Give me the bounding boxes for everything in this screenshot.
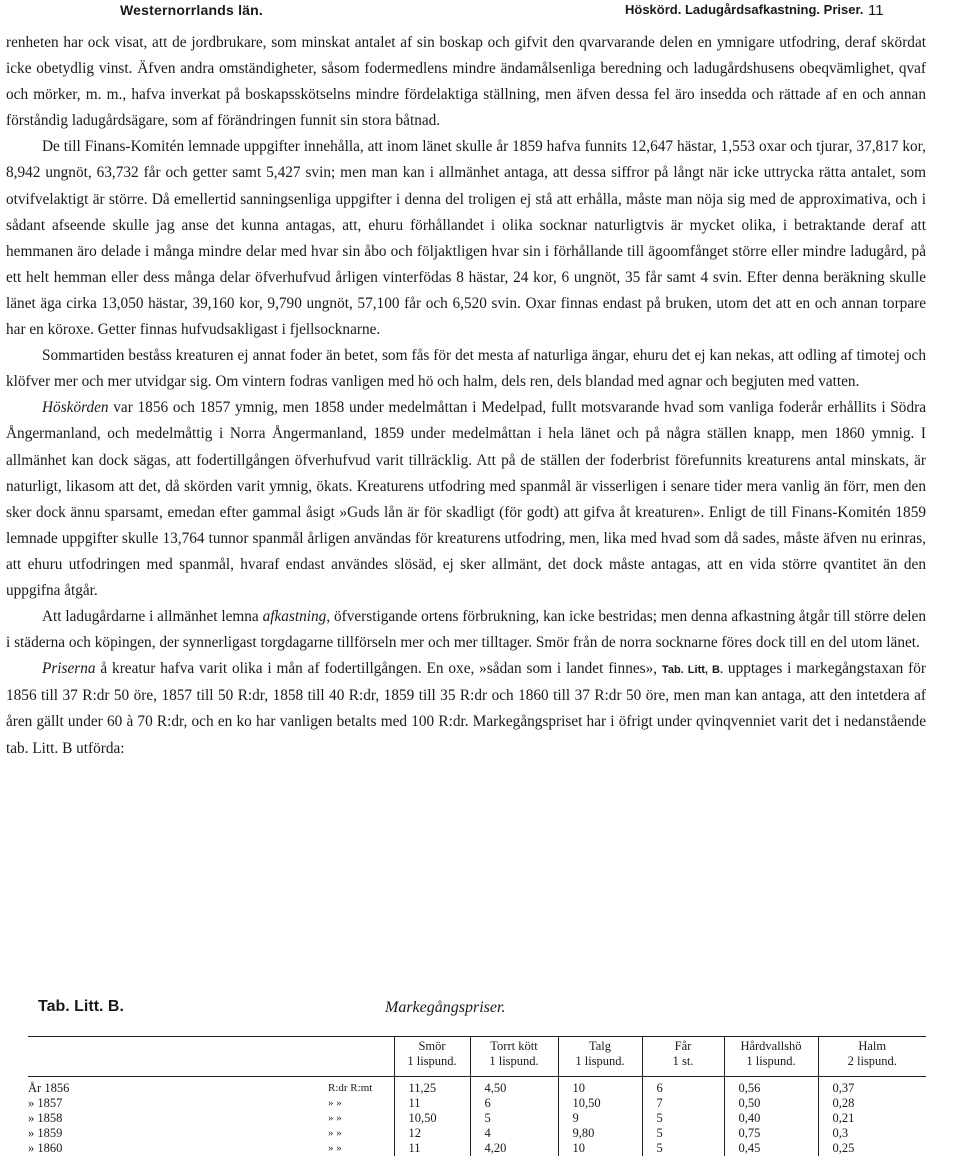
price-cell: 7 (642, 1096, 724, 1111)
paragraph (6, 343, 926, 395)
price-cell: 0,21 (818, 1111, 926, 1126)
price-cell: 0,56 (724, 1081, 818, 1096)
text-run: renheten har ock visat, att de jordbrukare, som minskat antalet af sin boskap och gifvit den qvarvarande delen en ymnigare utfodring, deraf skördat icke obetydlig vinst. Äfven andra omständigheter, såsom fodermedlens mindre ändamålsenliga beredning och ladugårdshusens obeqvämlighet, qvaf och mörker, m. m., hafva inverkat på boskapsskötselns mindre fördelaktiga ställning, men äfven dessa fel äro insedda och rättade af en och annan förståndig ladugårdsägare, som af förändringen funnit sin stora båtnad. (6, 34, 926, 130)
currency-unit-cell: » » (328, 1112, 342, 1124)
margin-reference: Tab. Litt, B. (661, 664, 724, 677)
price-cell: 10 (558, 1081, 642, 1096)
table-header-row (28, 1037, 926, 1077)
body-text (6, 30, 926, 762)
price-cell: 5 (642, 1111, 724, 1126)
text-run: å kreatur hafva varit olika i mån af fodertillgången. En oxe, »sådan som i landet finnes», (95, 660, 662, 678)
table-row (28, 1111, 926, 1126)
price-cell: 6 (470, 1096, 558, 1111)
price-cell: 5 (642, 1141, 724, 1156)
price-cell: 4,50 (470, 1081, 558, 1096)
price-cell: 0,45 (724, 1141, 818, 1156)
price-cell: 0,3 (818, 1126, 926, 1141)
column-header-talg: Talg 1 lispund. (558, 1037, 642, 1077)
paragraph (6, 395, 926, 604)
table-row (28, 1141, 926, 1156)
unit-column-header (328, 1037, 394, 1077)
column-header-halm: Halm 2 lispund. (818, 1037, 926, 1077)
italic-term: Priserna (42, 660, 96, 678)
paragraph (6, 134, 926, 343)
column-header-torrt-kott: Torrt kött 1 lispund. (470, 1037, 558, 1077)
price-cell: 4 (470, 1126, 558, 1141)
price-cell: 0,28 (818, 1096, 926, 1111)
italic-term: Höskörden (42, 399, 109, 417)
currency-unit-cell: R:dr R:mt (328, 1082, 373, 1094)
price-cell: 0,40 (724, 1111, 818, 1126)
column-header-hardvallsho: Hårdvallshö 1 lispund. (724, 1037, 818, 1077)
italic-term: afkastning (262, 608, 327, 626)
price-table (28, 1036, 926, 1156)
currency-unit-cell: » » (328, 1142, 342, 1154)
paragraph (6, 30, 926, 134)
currency-unit-cell: » » (328, 1127, 342, 1139)
price-cell: 10 (558, 1141, 642, 1156)
text-run: Sommartiden beståss kreaturen ej annat foder än betet, som fås för det mesta af naturliga ängar, ehuru det ej kan nekas, att odling af timotej och klöfver mer och mer utvidgar sig. Om vintern fodras vanligen med hö och halm, dels ren, dels blandad med agnar och begjuten med vatten. (6, 347, 926, 391)
header-region: Westernorrlands län. (120, 2, 264, 18)
currency-unit-cell: » » (328, 1097, 342, 1109)
table-row (28, 1081, 926, 1096)
price-cell: 4,20 (470, 1141, 558, 1156)
table-heading (38, 998, 918, 1022)
price-cell: 0,75 (724, 1126, 818, 1141)
paragraph (6, 656, 926, 761)
price-cell: 6 (642, 1081, 724, 1096)
year-cell: » 1859 (28, 1126, 63, 1140)
price-cell: 0,25 (818, 1141, 926, 1156)
text-run: Att ladugårdarne i allmänhet lemna (42, 608, 263, 626)
text-run: De till Finans-Komitén lemnade uppgifter innehålla, att inom länet skulle år 1859 hafva funnits 12,647 hästar, 1,553 oxar och tjurar, 37,817 kor, 8,942 ungnöt, 63,732 får och getter samt 5,427 svin; men man kan i allmänhet antaga, att dessa siffror på långt när icke uttrycka rätta antalet, som otvifvelaktigt är större. Då emellertid sanningsenliga uppgifter i denna del troligen ej stå att erhålla, måste man nöja sig med de approximativa, och i sådant afseende skulle jag anse det kunna antagas, att, ehuru förhållandet i olika socknar naturligtvis är mycket olika, i betraktande deraf att hemmanen äro delade i många mindre delar med hvar sin åbo och följaktligen hvar sin i förhållande till ägoomfånget större eller mindre ladugård, på ett helt hemman eller dess många delar öfverhufvud årligen vinterfödas 8 hästar, 24 kor, 6 ungnöt, 35 får samt 4 svin. Efter denna beräkning skulle länet äga cirka 13,050 hästar, 39,160 kor, 9,790 ungnöt, 57,100 får och 6,520 svin. Oxar finnas endast på bruken, utom det att en och annan torpare har en köroxe. Getter finnas hufvudsakligast i fjellsocknarne. (6, 138, 926, 339)
running-header (0, 0, 960, 26)
price-cell: 11,25 (394, 1081, 470, 1096)
price-cell: 0,37 (818, 1081, 926, 1096)
table-row (28, 1096, 926, 1111)
column-header-far: Får 1 st. (642, 1037, 724, 1077)
table-label: Tab. Litt. B. (38, 998, 124, 1015)
price-cell: 5 (642, 1126, 724, 1141)
paragraph (6, 604, 926, 656)
page-number: 11 (868, 2, 884, 19)
price-cell: 12 (394, 1126, 470, 1141)
table-row (28, 1126, 926, 1141)
price-cell: 9 (558, 1111, 642, 1126)
price-cell: 10,50 (558, 1096, 642, 1111)
price-cell: 9,80 (558, 1126, 642, 1141)
price-cell: 11 (394, 1141, 470, 1156)
column-header-smor: Smör 1 lispund. (394, 1037, 470, 1077)
price-cell: 0,50 (724, 1096, 818, 1111)
year-cell: » 1858 (28, 1111, 63, 1125)
price-cell: 5 (470, 1111, 558, 1126)
text-run: , öfverstigande ortens förbrukning, kan icke bestridas; men denna afkastning åtgår till större delen i städerna och köpingen, der synnerligast torgdagarne tillförseln mer och mer tilltager. Smör från de norra socknarne föres dock till en del utom länet. (6, 608, 926, 652)
price-cell: 10,50 (394, 1111, 470, 1126)
text-run: var 1856 och 1857 ymnig, men 1858 under medelmåttan i Medelpad, fullt motsvarande hvad som vanliga foderår erhållits i Södra Ångermanland, och medelmåttig i Norra Ångermanland, 1859 under medelmåttan i hela länet och på några ställen knapp, men 1860 ymnig. I allmänhet kan dock sägas, att fodertillgången öfverhufvud varit tillräcklig. Att på de ställen der foderbrist förefunnits kreaturens antal minskats, är naturligt, likasom att det, då skörden varit ymnig, ökats. Kreaturens utfodring med spanmål är visserligen i senare tider mera vanlig än förr, men den sker dock ännu sparsamt, emedan efter gammal åsigt »Guds lån är för skadligt (för godt) att gifva åt kreaturen». Enligt de till Finans-Komitén 1859 lemnade uppgifter skulle 13,764 tunnor spanmål årligen användas för kreaturens utfodring, men, lika med hvad som då sades, måste äfven nu erinras, att ehuru utfodringen med spanmål, hvaraf endast användes slösäd, ej sker allmänt, det dock måste antagas, att en vida större qvantitet än den uppgifna åtgår. (6, 399, 926, 599)
price-table-body (28, 1077, 926, 1157)
text-run: upptages i markegångstaxan för 1856 till 37 R:dr 50 öre, 1857 till 50 R:dr, 1858 till 40 R:dr, 1859 till 35 R:dr och 1860 till 37 R:dr 50 öre, men man kan antaga, att den intetdera af åren gällt under 60 à 70 R:dr, och en ko har vanligen betalts med 100 R:dr. Markegångspriset har i öfrigt under qvinqvenniet varit det i nedanstående tab. Litt. B utförda: (6, 660, 926, 757)
year-cell: År 1856 (28, 1081, 70, 1095)
table-title: Markegångspriser. (385, 999, 506, 1016)
year-column-header (28, 1037, 328, 1077)
year-cell: » 1860 (28, 1141, 63, 1155)
year-cell: » 1857 (28, 1096, 63, 1110)
header-topics: Höskörd. Ladugårdsafkastning. Priser. (625, 2, 864, 17)
price-cell: 11 (394, 1096, 470, 1111)
